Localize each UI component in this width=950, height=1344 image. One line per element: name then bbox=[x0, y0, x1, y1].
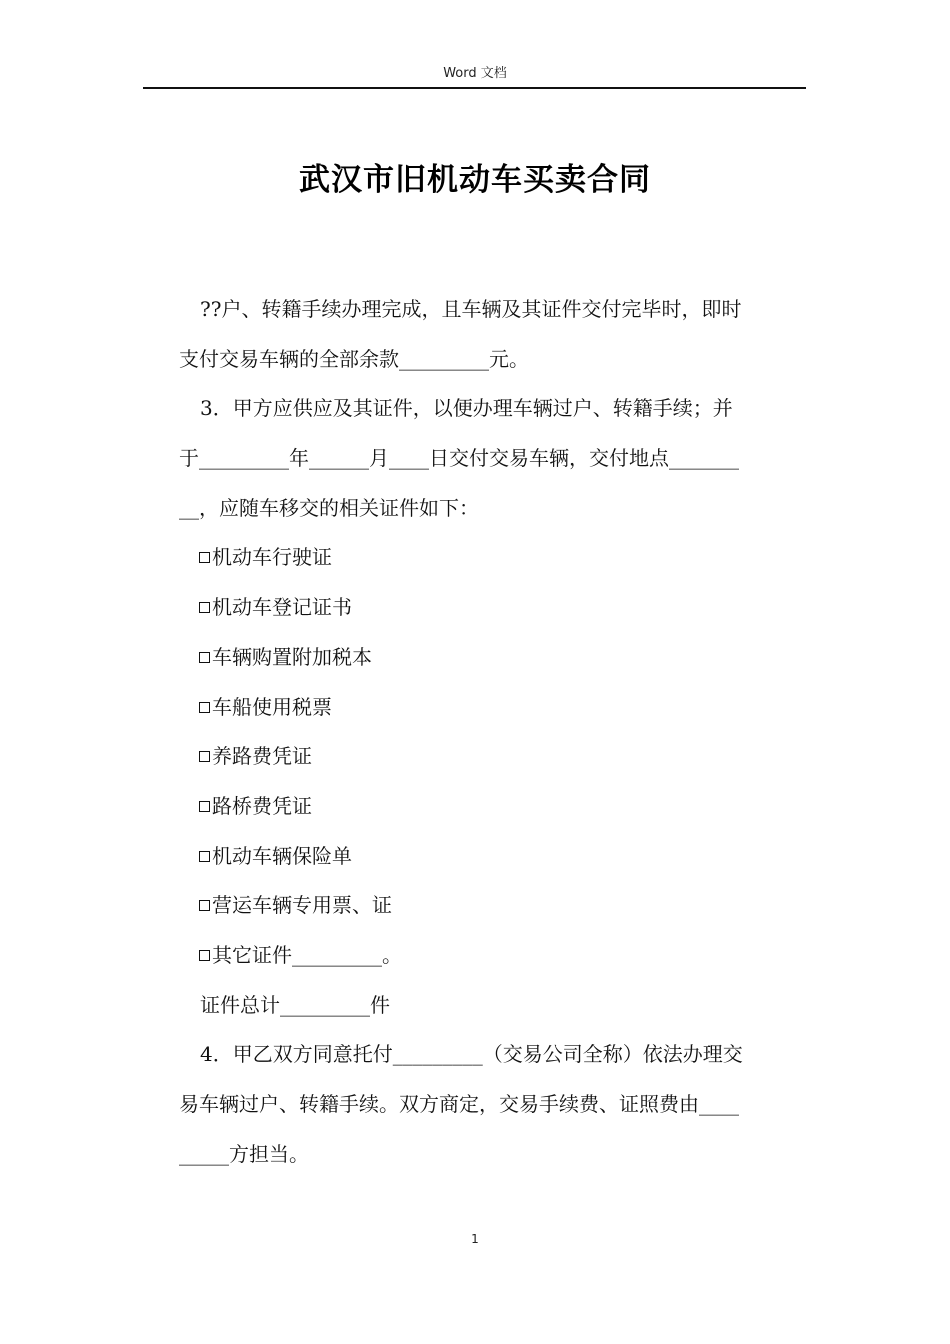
checkbox-icon bbox=[199, 801, 210, 812]
checklist-item bbox=[179, 633, 803, 683]
paragraph-line: 易车辆过户、转籍手续。双方商定，交易手续费、证照费由____ bbox=[179, 1092, 739, 1116]
checkbox-icon bbox=[199, 851, 210, 862]
paragraph-line: 于_________年______月____日交付交易车辆，交付地点_______ bbox=[179, 446, 739, 471]
checklist-item bbox=[179, 732, 803, 782]
checklist-item-label: 机动车辆保险单 bbox=[212, 843, 352, 868]
page-number: 1 bbox=[471, 1232, 479, 1246]
checkbox-icon bbox=[199, 702, 210, 713]
checklist-item bbox=[179, 881, 803, 931]
header-rule bbox=[143, 87, 806, 89]
document-title: 武汉市旧机动车买卖合同 bbox=[299, 162, 651, 198]
checklist-item bbox=[179, 832, 803, 882]
checklist-item bbox=[179, 583, 803, 633]
checkbox-icon bbox=[199, 602, 210, 613]
paragraph-line: ??户、转籍手续办理完成，且车辆及其证件交付完毕时，即时 bbox=[200, 297, 742, 321]
checklist-item bbox=[179, 782, 803, 832]
checklist-item-label: 机动车行驶证 bbox=[212, 545, 332, 570]
checklist-item-label: 养路费凭证 bbox=[212, 744, 312, 769]
clause-4-line: 4．甲乙双方同意托付_________（交易公司全称）依法办理交 bbox=[200, 1042, 743, 1067]
checklist-item bbox=[179, 533, 803, 583]
checkbox-icon bbox=[199, 552, 210, 563]
paragraph-line: 支付交易车辆的全部余款_________元。 bbox=[179, 346, 529, 371]
checklist-item-label: 车船使用税票 bbox=[212, 694, 332, 719]
checklist-item bbox=[179, 931, 803, 981]
checklist-item-label: 营运车辆专用票、证 bbox=[212, 893, 392, 918]
certificate-total-line: 证件总计_________件 bbox=[200, 992, 390, 1017]
checklist-item bbox=[179, 683, 803, 733]
document-body bbox=[179, 285, 803, 1179]
checklist-item-label: 路桥费凭证 bbox=[212, 793, 312, 818]
checklist-item-label: 机动车登记证书 bbox=[212, 595, 352, 620]
checkbox-icon bbox=[199, 900, 210, 911]
checklist-item-label: 其它证件_________。 bbox=[212, 942, 402, 967]
checkbox-icon bbox=[199, 751, 210, 762]
checkbox-icon bbox=[199, 652, 210, 663]
clause-3-line: 3．甲方应供应及其证件，以便办理车辆过户、转籍手续；并 bbox=[200, 396, 733, 421]
checklist-item-label: 车辆购置附加税本 bbox=[212, 644, 372, 669]
paragraph-line: __，应随车移交的相关证件如下： bbox=[179, 495, 479, 520]
paragraph-line: _____方担当。 bbox=[179, 1141, 309, 1166]
checkbox-icon bbox=[199, 950, 210, 961]
page-header: Word 文档 bbox=[443, 66, 507, 81]
